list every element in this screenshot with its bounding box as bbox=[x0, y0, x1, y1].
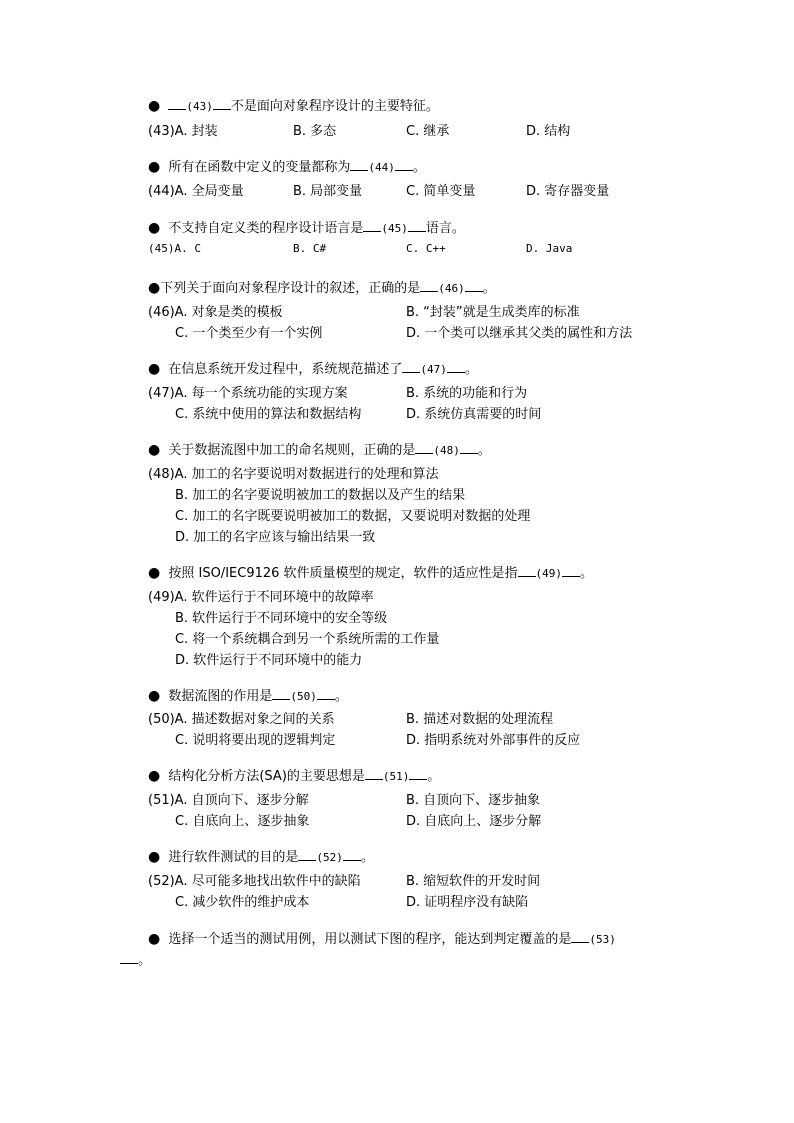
option-c: C. 简单变量 bbox=[406, 184, 476, 199]
option-c: C. 继承 bbox=[406, 124, 450, 139]
answer-blank bbox=[408, 220, 426, 232]
bullet-icon: ● bbox=[148, 849, 161, 865]
bullet-icon: ● bbox=[148, 220, 161, 236]
bullet-icon: ● bbox=[148, 280, 161, 296]
option-c: C. 减少软件的维护成本 bbox=[175, 895, 310, 910]
option-b: B. C# bbox=[293, 242, 327, 255]
bullet-icon: ● bbox=[148, 442, 161, 458]
option-c: C. C++ bbox=[406, 242, 446, 255]
option-b: B. 加工的名字要说明被加工的数据以及产生的结果 bbox=[175, 488, 466, 503]
question-43-stem: ● (43) 不是面向对象程序设计的主要特征。 bbox=[148, 98, 439, 114]
option-b: B. 缩短软件的开发时间 bbox=[406, 874, 541, 889]
bullet-icon: ● bbox=[148, 98, 161, 114]
question-number: (53) bbox=[589, 933, 616, 946]
option-a: (50)A. 描述数据对象之间的关系 bbox=[148, 712, 335, 727]
option-d: D. 证明程序没有缺陷 bbox=[406, 895, 529, 910]
question-51-stem: ● 结构化分析方法(SA)的主要思想是 (51) 。 bbox=[148, 768, 441, 784]
bullet-icon: ● bbox=[148, 159, 161, 175]
question-52-stem: ● 进行软件测试的目的是 (52) 。 bbox=[148, 849, 374, 865]
option-c: C. 自底向上、逐步抽象 bbox=[175, 814, 310, 829]
answer-blank bbox=[571, 931, 589, 943]
question-48-stem: ● 关于数据流图中加工的命名规则，正确的是 (48) 。 bbox=[148, 442, 491, 458]
option-a: (45)A. C bbox=[148, 242, 201, 255]
option-c: C. 一个类至少有一个实例 bbox=[175, 326, 323, 341]
bullet-icon: ● bbox=[148, 688, 161, 704]
option-d: D. 指明系统对外部事件的反应 bbox=[406, 733, 581, 748]
answer-blank bbox=[350, 159, 368, 171]
answer-blank bbox=[317, 688, 335, 700]
option-d: D. 自底向上、逐步分解 bbox=[406, 814, 542, 829]
question-49-stem: ● 按照 ISO/IEC9126 软件质量模型的规定，软件的适应性是指 (49) 。 bbox=[148, 565, 594, 581]
question-number: (44) bbox=[368, 161, 395, 174]
option-a: (49)A. 软件运行于不同环境中的故障率 bbox=[148, 590, 374, 605]
option-b: B. 软件运行于不同环境中的安全等级 bbox=[175, 611, 388, 626]
option-d: D. 寄存器变量 bbox=[526, 184, 610, 199]
question-46-stem: ●下列关于面向对象程序设计的叙述，正确的是 (46) 。 bbox=[148, 280, 496, 296]
question-number: (46) bbox=[438, 282, 465, 295]
option-a: (47)A. 每一个系统功能的实现方案 bbox=[148, 386, 348, 401]
question-number: (49) bbox=[535, 567, 563, 580]
option-d: D. 系统仿真需要的时间 bbox=[406, 407, 542, 422]
option-d: D. 一个类可以继承其父类的属性和方法 bbox=[406, 326, 633, 341]
answer-blank bbox=[415, 442, 433, 454]
answer-blank bbox=[168, 98, 186, 110]
answer-blank bbox=[363, 220, 381, 232]
question-number: (51) bbox=[382, 770, 410, 783]
option-b: B. 多态 bbox=[293, 124, 337, 139]
bullet-icon: ● bbox=[148, 565, 161, 581]
option-d: D. 加工的名字应该与输出结果一致 bbox=[175, 530, 376, 545]
option-c: C. 系统中使用的算法和数据结构 bbox=[175, 407, 362, 422]
question-45-stem: ● 不支持自定义类的程序设计语言是 (45) 语言。 bbox=[148, 220, 465, 236]
answer-blank bbox=[465, 280, 483, 292]
answer-blank bbox=[447, 361, 465, 373]
option-d: D. 结构 bbox=[526, 124, 571, 139]
answer-blank bbox=[409, 768, 427, 780]
bullet-icon: ● bbox=[148, 361, 161, 377]
bullet-icon: ● bbox=[148, 931, 161, 947]
question-number: (52) bbox=[316, 851, 343, 864]
question-number: (50) bbox=[290, 690, 317, 703]
option-a: (52)A. 尽可能多地找出软件中的缺陷 bbox=[148, 874, 361, 889]
answer-blank bbox=[562, 565, 580, 577]
question-number: (43) bbox=[186, 100, 213, 113]
answer-blank bbox=[213, 98, 231, 110]
bullet-icon: ● bbox=[148, 768, 161, 784]
option-b: B. “封装”就是生成类库的标准 bbox=[406, 305, 580, 320]
question-50-stem: ● 数据流图的作用是 (50) 。 bbox=[148, 688, 348, 704]
answer-blank bbox=[395, 159, 413, 171]
answer-blank bbox=[298, 849, 316, 861]
option-b: B. 自顶向下、逐步抽象 bbox=[406, 793, 541, 808]
answer-blank bbox=[402, 361, 420, 373]
question-number: (45) bbox=[381, 222, 408, 235]
question-53-stem-continued: 。 bbox=[120, 952, 151, 968]
answer-blank bbox=[365, 768, 383, 780]
question-44-stem: ● 所有在函数中定义的变量都称为 (44) 。 bbox=[148, 159, 426, 175]
option-c: C. 加工的名字既要说明被加工的数据，又要说明对数据的处理 bbox=[175, 509, 531, 524]
option-d: D. 软件运行于不同环境中的能力 bbox=[175, 653, 363, 668]
option-a: (43)A. 封装 bbox=[148, 124, 218, 139]
option-b: B. 系统的功能和行为 bbox=[406, 386, 528, 401]
answer-blank bbox=[120, 952, 138, 964]
option-a: (46)A. 对象是类的模板 bbox=[148, 305, 283, 320]
answer-blank bbox=[518, 565, 536, 577]
option-a: (44)A. 全局变量 bbox=[148, 184, 244, 199]
answer-blank bbox=[460, 442, 478, 454]
option-d: D. Java bbox=[526, 242, 573, 255]
option-c: C. 将一个系统耦合到另一个系统所需的工作量 bbox=[175, 632, 440, 647]
answer-blank bbox=[420, 280, 438, 292]
option-c: C. 说明将要出现的逻辑判定 bbox=[175, 733, 336, 748]
question-47-stem: ● 在信息系统开发过程中，系统规范描述了 (47) 。 bbox=[148, 361, 478, 377]
question-number: (47) bbox=[420, 363, 447, 376]
question-number: (48) bbox=[433, 444, 460, 457]
option-b: B. 描述对数据的处理流程 bbox=[406, 712, 554, 727]
option-b: B. 局部变量 bbox=[293, 184, 363, 199]
option-a: (51)A. 自顶向下、逐步分解 bbox=[148, 793, 309, 808]
answer-blank bbox=[343, 849, 361, 861]
question-53-stem: ● 选择一个适当的测试用例，用以测试下图的程序，能达到判定覆盖的是 (53) bbox=[148, 931, 616, 947]
option-a: (48)A. 加工的名字要说明对数据进行的处理和算法 bbox=[148, 467, 439, 482]
answer-blank bbox=[272, 688, 290, 700]
